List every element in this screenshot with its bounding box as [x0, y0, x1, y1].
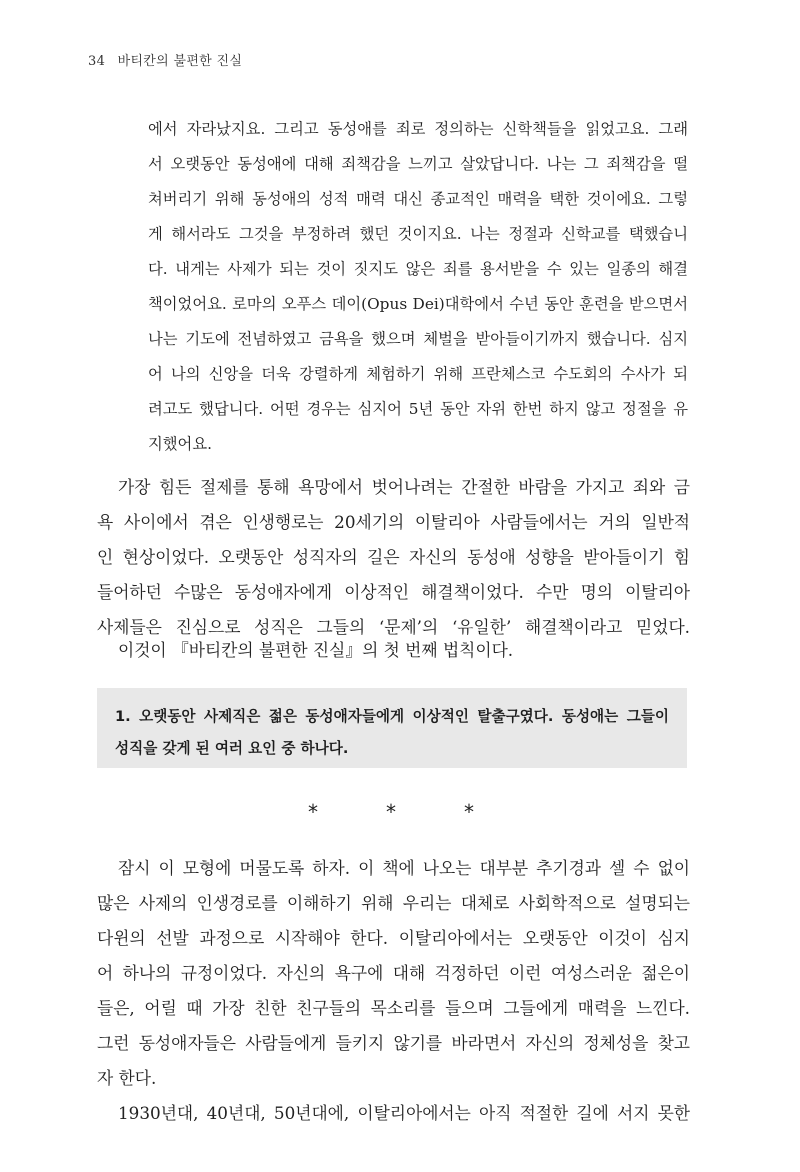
body-line: 이것이 『바티칸의 불편한 진실』의 첫 번째 법칙이다. [118, 640, 514, 660]
quote-line: 지했어요. [148, 435, 212, 453]
quote-line: 책이었어요. 로마의 오푸스 데이(Opus Dei)대학에서 수년 동안 훈련을 받으면서 [148, 295, 688, 313]
quote-line: 려고도 했답니다. 어떤 경우는 심지어 5년 동안 자위 한번 하지 않고 정절을 유 [148, 400, 688, 418]
body-line: 들은, 어릴 때 가장 친한 친구들의 목소리를 들으며 그들에게 매력을 느낀다. [97, 998, 690, 1018]
body-line: 가장 힘든 절제를 통해 욕망에서 벗어나려는 간절한 바람을 가지고 죄와 금 [118, 477, 690, 497]
body-line: 자 한다. [97, 1068, 157, 1088]
body-line: 사제들은 진심으로 성직은 그들의 ‘문제’의 ‘유일한’ 해결책이라고 믿었다. [97, 617, 690, 637]
section-divider-asterisk: * [464, 800, 474, 824]
quote-line: 게 해서라도 그것을 부정하려 했던 것이지요. 나는 정절과 신학교를 택했습니 [148, 225, 688, 243]
section-divider-asterisk: * [386, 800, 396, 824]
body-line: 욕 사이에서 겪은 인생행로는 20세기의 이탈리아 사람들에서는 거의 일반적 [97, 512, 690, 532]
quote-line: 서 오랫동안 동성애에 대해 죄책감을 느끼고 살았답니다. 나는 그 죄책감을 떨 [148, 155, 688, 173]
section-divider-asterisk: * [308, 800, 318, 824]
callout-line: 1. 오랫동안 사제직은 젊은 동성애자들에게 이상적인 탈출구였다. 동성애는 그들이 [115, 708, 669, 725]
quote-line: 어 나의 신앙을 더욱 강렬하게 체험하기 위해 프란체스코 수도회의 수사가 되 [148, 365, 688, 383]
quote-line: 나는 기도에 전념하였고 금욕을 했으며 체벌을 받아들이기까지 했습니다. 심지 [148, 330, 688, 348]
law-callout-box [97, 688, 687, 768]
callout-line: 성직을 갖게 된 여러 요인 중 하나다. [115, 740, 349, 757]
body-line: 1930년대, 40년대, 50년대에, 이탈리아에서는 아직 적절한 길에 서지 못한 [118, 1103, 690, 1123]
body-line: 어 하나의 규정이었다. 자신의 욕구에 대해 걱정하던 이런 여성스러운 젊은이 [97, 963, 690, 983]
quote-line: 에서 자라났지요. 그리고 동성애를 죄로 정의하는 신학책들을 읽었고요. 그래 [148, 120, 688, 138]
body-line: 들어하던 수많은 동성애자에게 이상적인 해결책이었다. 수만 명의 이탈리아 [97, 582, 690, 602]
page-number: 34 [88, 54, 106, 69]
body-line: 다윈의 선발 과정으로 시작해야 한다. 이탈리아에서는 오랫동안 이것이 심지 [97, 928, 690, 948]
body-line: 많은 사제의 인생경로를 이해하기 위해 우리는 대체로 사회학적으로 설명되는 [97, 893, 690, 913]
body-line: 그런 동성애자들은 사람들에게 들키지 않기를 바라면서 자신의 정체성을 찾고 [97, 1033, 690, 1053]
quote-line: 쳐버리기 위해 동성애의 성적 매력 대신 종교적인 매력을 택한 것이에요. 그렇 [148, 190, 688, 208]
book-title: 바티칸의 불편한 진실 [117, 54, 243, 69]
quote-line: 다. 내게는 사제가 되는 것이 짓지도 않은 죄를 용서받을 수 있는 일종의 해결 [148, 260, 688, 278]
body-line: 잠시 이 모형에 머물도록 하자. 이 책에 나오는 대부분 추기경과 셀 수 없이 [118, 858, 690, 878]
running-header [88, 50, 242, 69]
body-line: 인 현상이었다. 오랫동안 성직자의 길은 자신의 동성애 성향을 받아들이기 힘 [97, 547, 690, 567]
